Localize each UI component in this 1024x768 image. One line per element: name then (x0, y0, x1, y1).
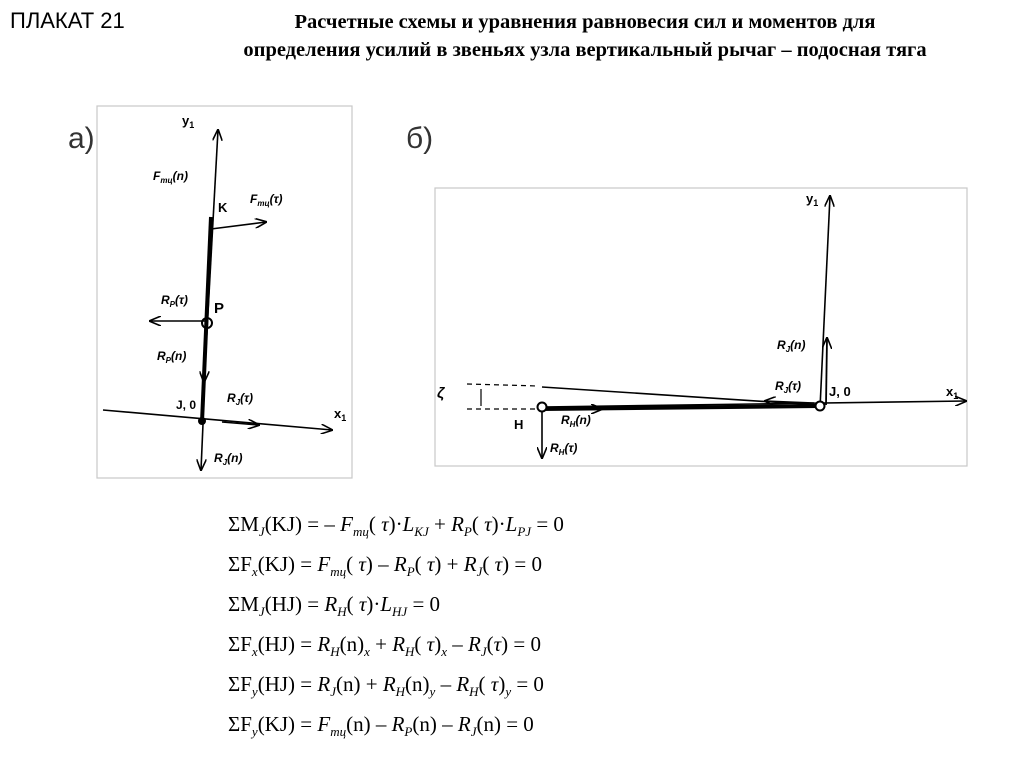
f-mc-tau-arrow (211, 222, 266, 229)
equation-1: $\Sigma M_J(KJ)$ = – $F_{тц}$( $\tau)\cdot L_{KJ} + R_P$( $\tau)\cdot L_{PJ} = 0$ (228, 512, 564, 539)
point-k-label: K (218, 200, 228, 215)
label-r-p-n-a: $R_P(n)$ (157, 349, 187, 365)
x1-label-a: $x_1$ (334, 406, 347, 423)
diagram-a (97, 106, 352, 478)
label-r-j-tau-a: $R_J(\tau)$ (227, 391, 254, 407)
point-p-label: P (214, 300, 225, 317)
y1-axis-b (820, 196, 830, 408)
y1-label-a: $y_1$ (182, 113, 195, 130)
point-j-label-b: J, 0 (829, 384, 851, 399)
equation-2: $\Sigma F_x(KJ) = F_{тц}$( $\tau) - R_P$( $\tau) + R_J$( τ) = 0 (228, 552, 542, 579)
angle-dash-top (467, 384, 538, 386)
poster-number: ПЛАКАТ 21 (10, 8, 125, 33)
panel-label-b: б) (406, 122, 434, 155)
label-f-mc-n-a: $F_{тц}(n)$ (153, 169, 188, 185)
label-r-p-tau-a: $R_P(\tau)$ (161, 293, 188, 309)
point-j-marker-b (816, 402, 825, 411)
equation-6: $\Sigma F_y(KJ) = F_{тц}(n) - R_P(n) - R_J(n) = 0$ (228, 712, 534, 739)
label-r-j-tau-b: $R_J(\tau)$ (775, 379, 802, 395)
label-f-mc-tau-a: $F_{тц}(\tau)$ (250, 192, 283, 208)
label-r-j-n-b: $R_J(n)$ (777, 338, 806, 354)
point-h-marker (538, 403, 547, 412)
title-line-2: определения усилий в звеньях узла вертикальный рычаг – подосная тяга (243, 39, 927, 61)
y1-label-b: $y_1$ (806, 191, 819, 208)
angle-label: ζ (437, 385, 445, 402)
equilibrium-equations (228, 504, 564, 744)
x1-label-b: $x_1$ (946, 384, 959, 401)
r-j-n-arrow (201, 424, 203, 470)
equation-4: $\Sigma F_x(HJ) = R_H(n)_x + R_H$( $\tau)_x - R_J(\tau) = 0$ (228, 632, 541, 659)
panel-label-a: а) (68, 122, 95, 155)
label-r-j-n-a: $R_J(n)$ (214, 451, 243, 467)
x1-axis-a (103, 410, 332, 430)
diagram-b (435, 188, 967, 466)
point-j-label-a: J, 0 (176, 398, 197, 412)
equation-3: $\Sigma M_J(HJ) = R_H$( $\tau)\cdot L_{HJ} = 0$ (228, 592, 441, 619)
title-line-1: Расчетные схемы и уравнения равновесия сил и моментов для (294, 11, 876, 33)
point-j-marker (198, 417, 206, 425)
equation-5: $\Sigma F_y(HJ) = R_J(n) + R_H(n)_y - R_H$( $\tau)_y = 0$ (228, 672, 544, 699)
label-r-h-tau: $R_H(\tau)$ (550, 441, 578, 457)
point-h-label: H (514, 417, 524, 432)
r-j-n-arrow-b (826, 338, 827, 405)
label-r-h-n: $R_H(n)$ (561, 413, 591, 429)
